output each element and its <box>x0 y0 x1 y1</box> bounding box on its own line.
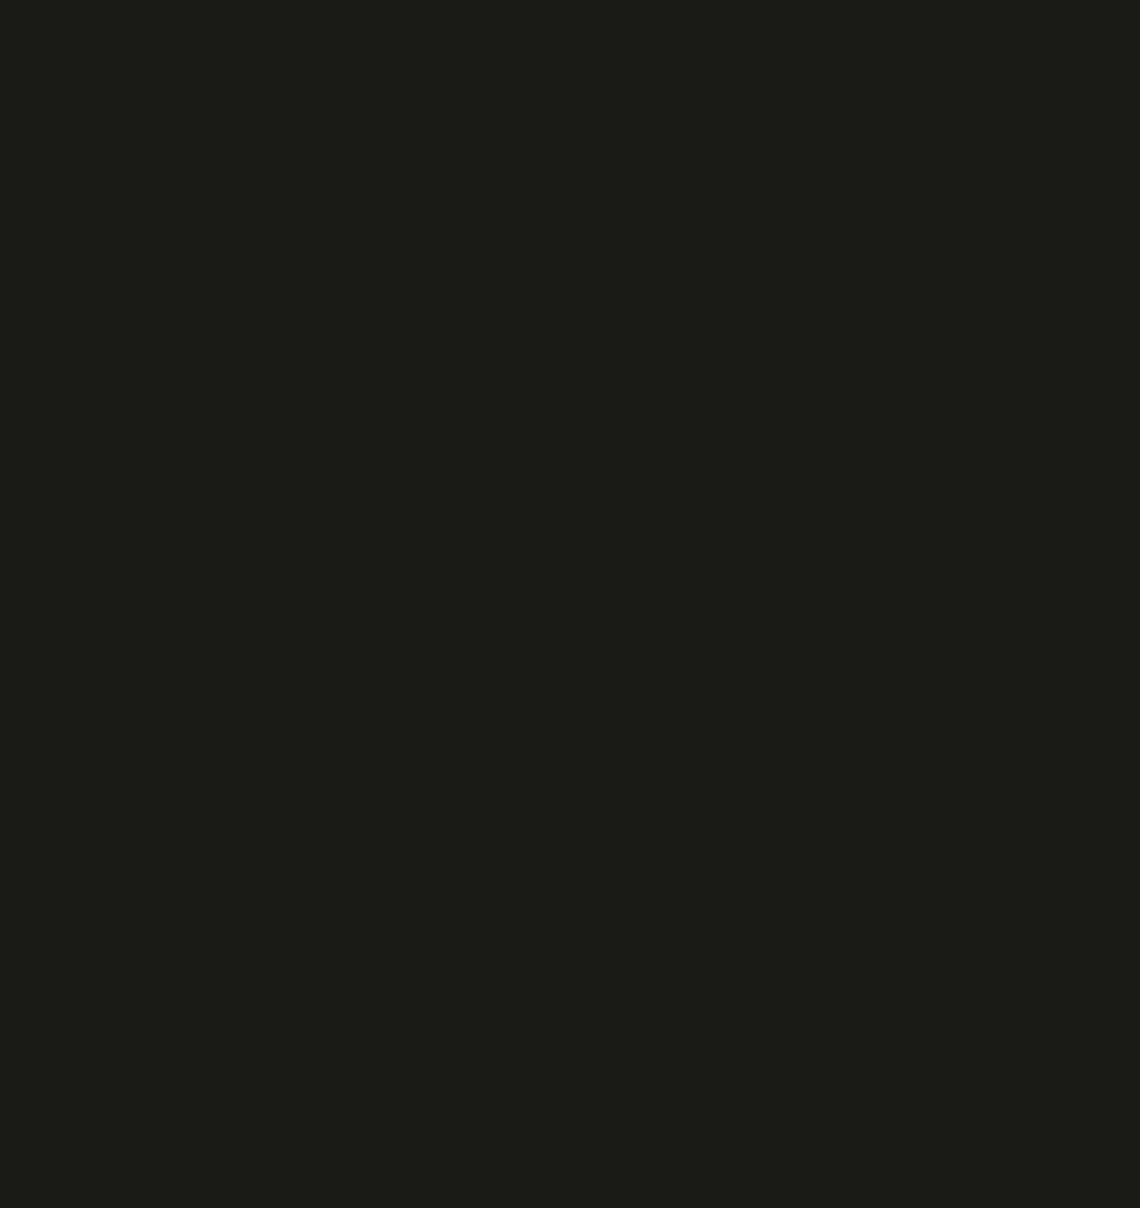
tiermaker-logo <box>856 0 1140 92</box>
